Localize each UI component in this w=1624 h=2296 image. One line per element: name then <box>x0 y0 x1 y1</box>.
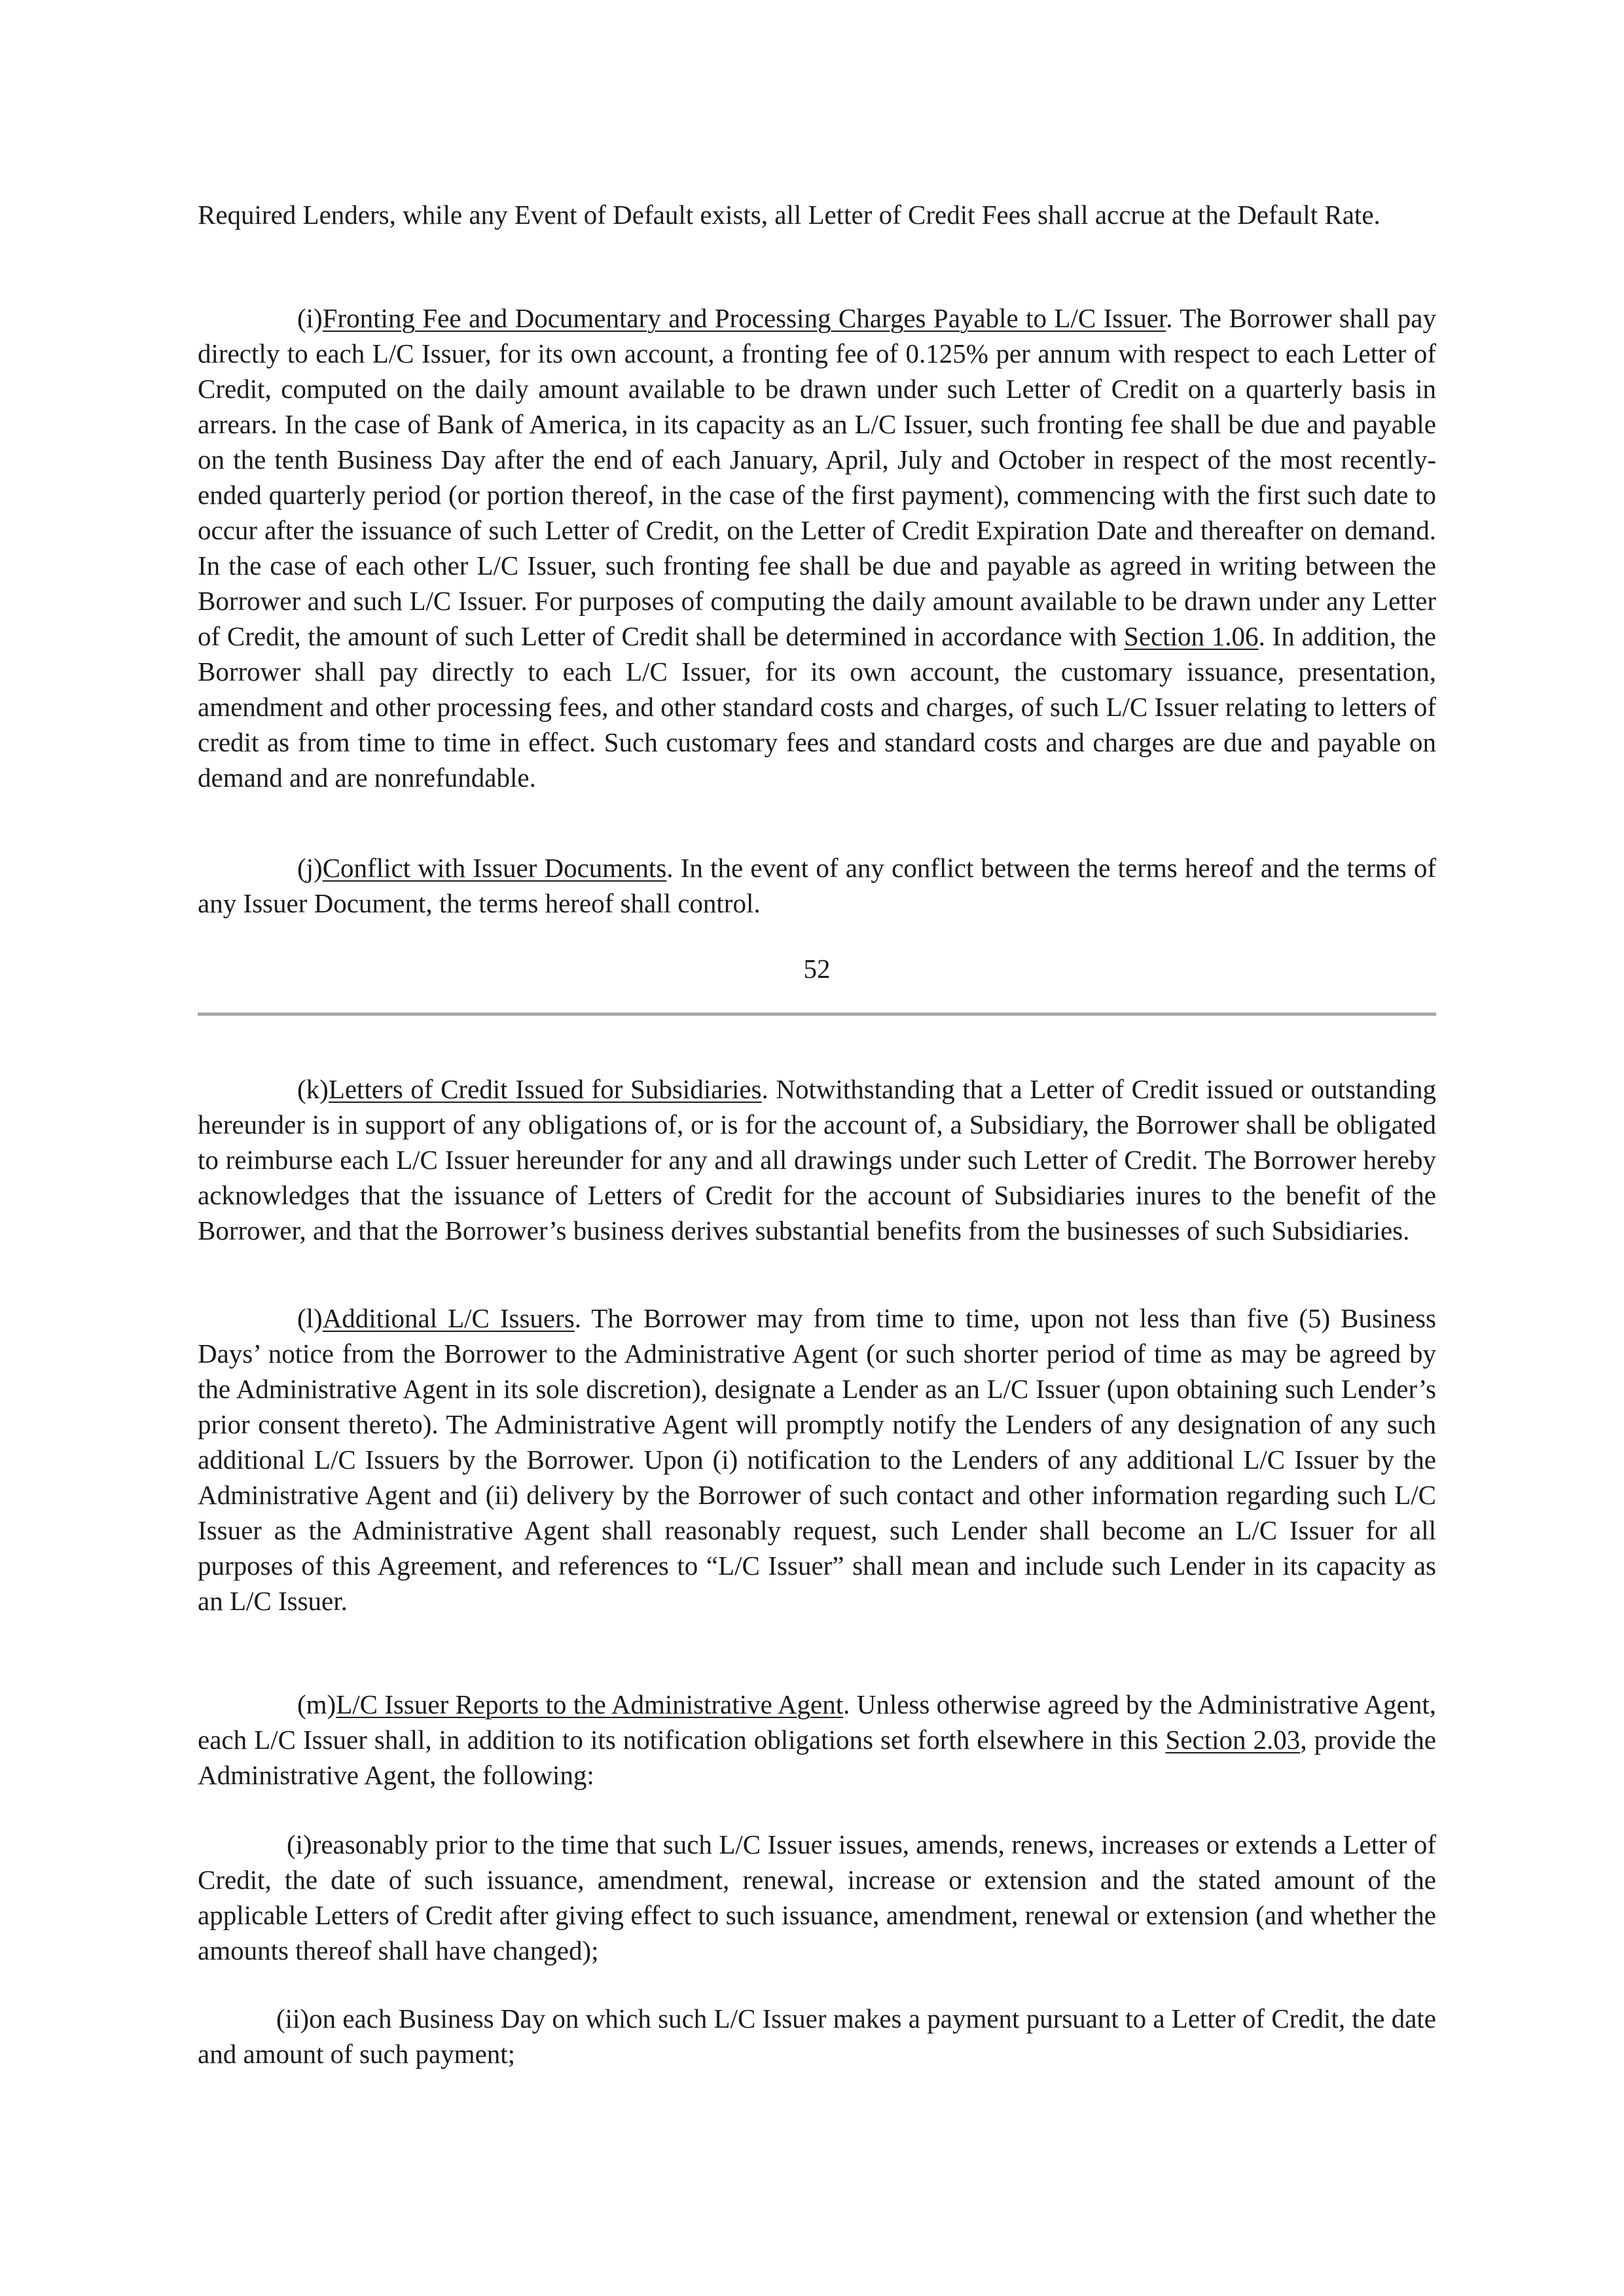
paragraph-l <box>198 1300 1436 1619</box>
paragraph-j <box>198 850 1436 921</box>
list-item-marker: (ii) <box>276 2003 310 2034</box>
list-item-ii <box>198 2001 1436 2072</box>
section-reference: Section 1.06 <box>1124 621 1259 651</box>
paragraph-text: , provide the Administrative Agent, the following: <box>198 1725 1436 1790</box>
paragraph-text: . The Borrower may from time to time, upon not less than five (5) Business Days’ notice from the Borrower to the Administrative Agent (or such shorter period of time as may be agreed by the Administrative Agent in its sole discretion), designate a Lender as an L/C Issuer (upon obtaining such Lender’s prior consent thereto). The Administrative Agent will promptly notify the Lenders of any designation of any such additional L/C Issuers by the Borrower. Upon (i) notification to the Lenders of any additional L/C Issuer by the Administrative Agent and (ii) delivery by the Borrower of such contact and other information regarding such L/C Issuer as the Administrative Agent shall reasonably request, such Lender shall become an L/C Issuer for all purposes of this Agreement, and references to “L/C Issuer” shall mean and include such Lender in its capacity as an L/C Issuer. <box>198 1303 1436 1616</box>
paragraph-marker: (j) <box>297 853 323 883</box>
paragraph-heading: Letters of Credit Issued for Subsidiaries <box>328 1074 762 1104</box>
paragraph-continuation <box>198 197 1436 232</box>
list-item-i <box>198 1827 1436 1968</box>
list-item-text: on each Business Day on which such L/C Issuer makes a payment pursuant to a Letter of Credit, the date and amount of such payment; <box>198 2003 1436 2069</box>
page-divider <box>198 1013 1436 1016</box>
paragraph-marker: (m) <box>297 1689 336 1719</box>
paragraph-text: . In the event of any conflict between the terms hereof and the terms of any Issuer Document, the terms hereof shall control. <box>198 853 1436 918</box>
paragraph-marker: (l) <box>297 1303 323 1333</box>
paragraph-heading: L/C Issuer Reports to the Administrative Agent <box>336 1689 844 1719</box>
paragraph-text: Required Lenders, while any Event of Default exists, all Letter of Credit Fees shall accrue at the Default Rate. <box>198 200 1380 230</box>
paragraph-marker: (k) <box>297 1074 329 1104</box>
paragraph-heading: Fronting Fee and Documentary and Processing Charges Payable to L/C Issuer <box>322 303 1166 333</box>
paragraph-k <box>198 1071 1436 1248</box>
paragraph-text: . In addition, the Borrower shall pay directly to each L/C Issuer, for its own account, the customary issuance, presentation, amendment and other processing fees, and other standard costs and charges, of such L/C Issuer relating to letters of credit as from time to time in effect. Such customary fees and standard costs and charges are due and payable on demand and are nonrefundable. <box>198 621 1436 793</box>
paragraph-heading: Conflict with Issuer Documents <box>322 853 667 883</box>
section-reference: Section 2.03 <box>1165 1725 1301 1755</box>
paragraph-i <box>198 300 1436 795</box>
page-number: 52 <box>803 954 831 984</box>
list-item-marker: (i) <box>287 1829 312 1859</box>
paragraph-m <box>198 1687 1436 1793</box>
paragraph-text: . The Borrower shall pay directly to each L/C Issuer, for its own account, a fronting fee of 0.125% per annum with respect to each Letter of Credit, computed on the daily amount available to be drawn under such Letter of Credit on a quarterly basis in arrears. In the case of Bank of America, in its capacity as an L/C Issuer, such fronting fee shall be due and payable on the tenth Business Day after the end of each January, April, July and October in respect of the most recently-ended quarterly period (or portion thereof, in the case of the first payment), commencing with the first such date to occur after the issuance of such Letter of Credit, on the Letter of Credit Expiration Date and thereafter on demand. In the case of each other L/C Issuer, such fronting fee shall be due and payable as agreed in writing between the Borrower and such L/C Issuer. For purposes of computing the daily amount available to be drawn under any Letter of Credit, the amount of such Letter of Credit shall be determined in accordance with <box>198 303 1436 651</box>
paragraph-text: . Unless otherwise agreed by the Administrative Agent, each L/C Issuer shall, in addition to its notification obligations set forth elsewhere in this <box>198 1689 1436 1755</box>
paragraph-heading: Additional L/C Issuers <box>322 1303 575 1333</box>
paragraph-marker: (i) <box>297 303 323 333</box>
list-item-text: reasonably prior to the time that such L/C Issuer issues, amends, renews, increases or extends a Letter of Credit, the date of such issuance, amendment, renewal, increase or extension and the stated amount of the applicable Letters of Credit after giving effect to such issuance, amendment, renewal or extension (and whether the amounts thereof shall have changed); <box>198 1829 1436 1965</box>
paragraph-text: . Notwithstanding that a Letter of Credit issued or outstanding hereunder is in support of any obligations of, or is for the account of, a Subsidiary, the Borrower shall be obligated to reimburse each L/C Issuer hereunder for any and all drawings under such Letter of Credit. The Borrower hereby acknowledges that the issuance of Letters of Credit for the account of Subsidiaries inures to the benefit of the Borrower, and that the Borrower’s business derives substantial benefits from the businesses of such Subsidiaries. <box>198 1074 1436 1246</box>
